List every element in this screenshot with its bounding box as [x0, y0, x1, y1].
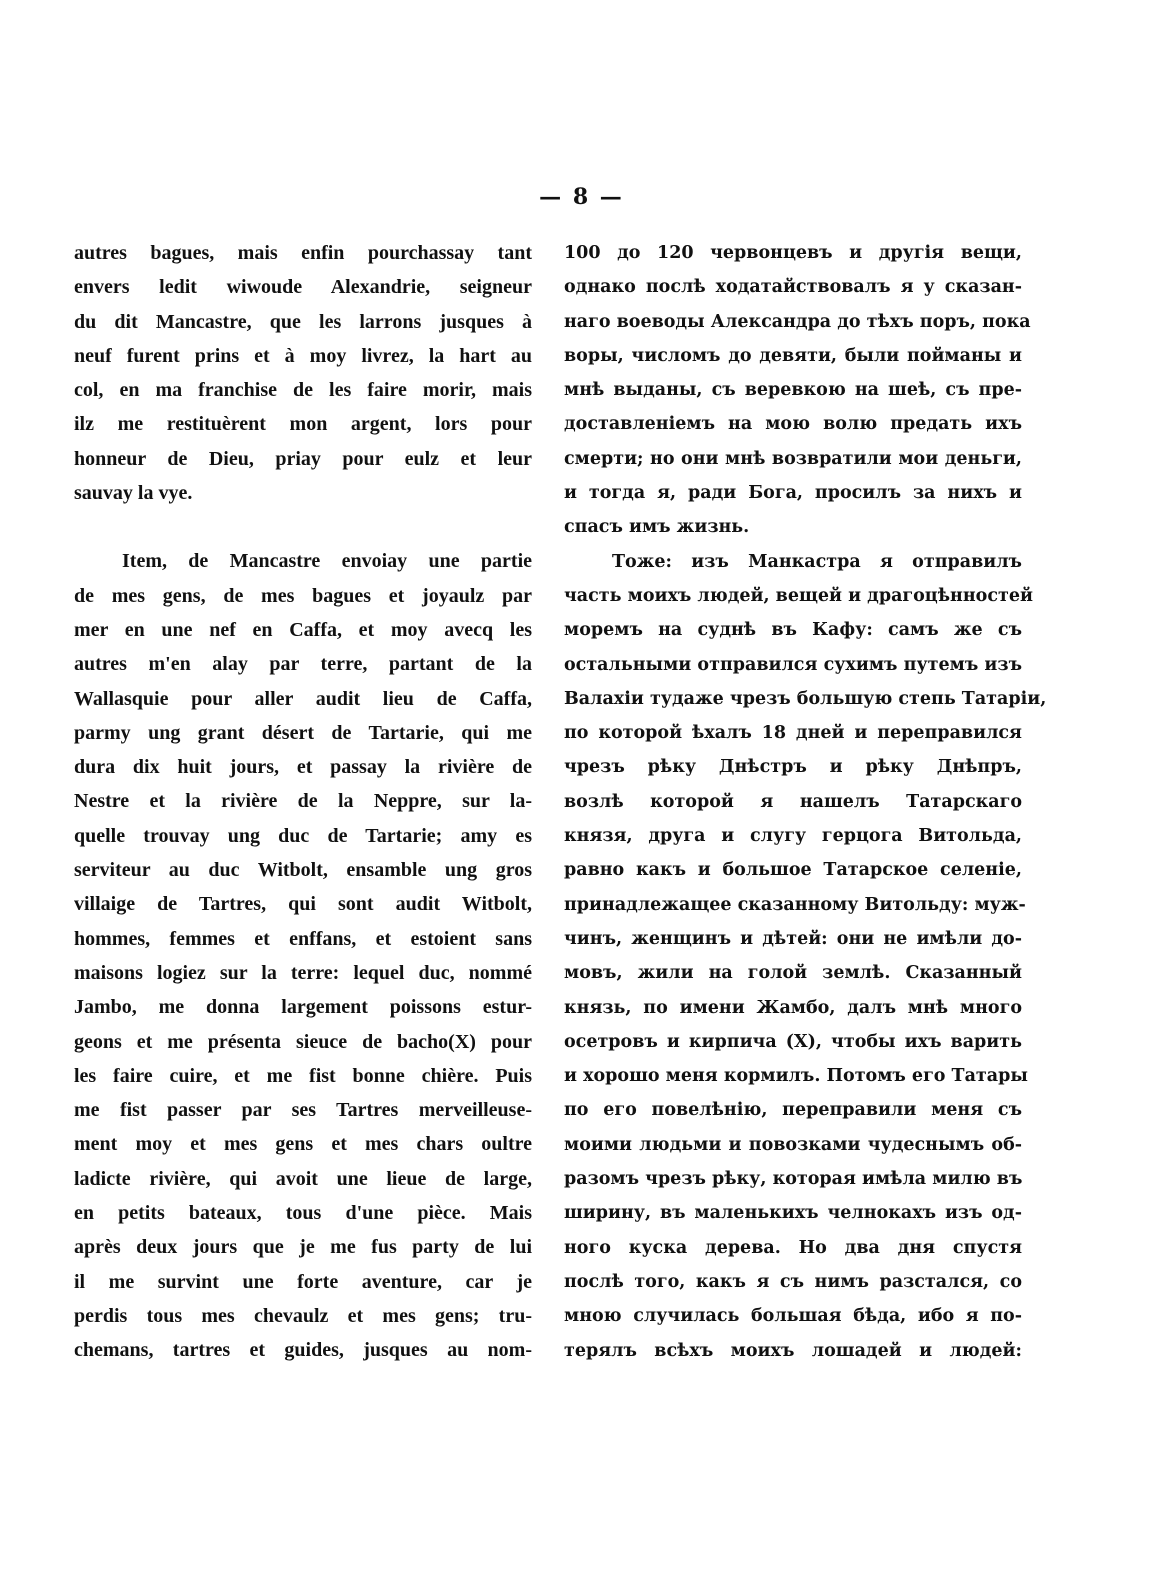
text-line: du dit Mancastre, que les larrons jusques à	[74, 310, 532, 333]
text-line: col, en ma franchise de les faire morir, mais	[74, 379, 532, 402]
text-line: послѣ того, какъ я съ нимъ разстался, со	[564, 1271, 1022, 1292]
text-line: ladicte rivière, qui avoit une lieue de large,	[74, 1167, 532, 1190]
text-line: по которой ѣхалъ 18 дней и переправился	[564, 723, 1022, 744]
text-line: les faire cuire, et me fist bonne chière. Puis	[74, 1064, 532, 1087]
text-line: autres bagues, mais enfin pourchassay tant	[74, 242, 532, 264]
text-line: мовъ, жили на голой землѣ. Сказанный	[564, 963, 1022, 984]
text-line: Wallasquie pour aller audit lieu de Caffa,	[74, 687, 532, 710]
text-line: Jambo, me donna largement poissons estur-	[74, 996, 532, 1019]
text-line: наго воеводы Александра до тѣхъ поръ, пока	[564, 311, 1031, 332]
text-line: envers ledit wiwoude Alexandrie, seigneur	[74, 276, 532, 299]
text-line: 100 до 120 червонцевъ и другія вещи,	[564, 243, 1022, 263]
paragraph-gap	[74, 510, 532, 544]
text-line: Nestre et la rivière de la Neppre, sur la-	[74, 790, 532, 813]
text-line: quelle trouvay ung duc de Tartarie; amy es	[74, 824, 532, 847]
text-line: смерти; но они мнѣ возвратили мои деньги,	[564, 448, 1022, 469]
text-line: и тогда я, ради Бога, просилъ за нихъ и	[564, 483, 1022, 504]
text-line: autres m'en alay par terre, partant de la	[74, 653, 532, 676]
text-line: dura dix huit jours, et passay la rivière de	[74, 756, 532, 779]
text-line: Тоже: изъ Манкастра я отправилъ	[612, 551, 1022, 572]
text-line: равно какъ и большое Татарское селеніе,	[564, 860, 1022, 881]
text-line: ширину, въ маленькихъ челнокахъ изъ од-	[564, 1203, 1022, 1224]
text-line: parmy ung grant désert de Tartarie, qui me	[74, 721, 532, 744]
text-line: neuf furent prins et à moy livrez, la hart au	[74, 344, 532, 367]
text-line: en petits bateaux, tous d'une pièce. Mais	[74, 1202, 532, 1225]
text-line: чрезъ рѣку Днѣстръ и рѣку Днѣпръ,	[564, 757, 1022, 778]
text-line: chemans, tartres et guides, jusques au nom-	[74, 1339, 532, 1362]
text-line: Item, de Mancastre envoiay une partie	[122, 550, 532, 573]
text-line: mer en une nef en Caffa, et moy avecq les	[74, 618, 532, 641]
text-line: ment moy et mes gens et mes chars oultre	[74, 1133, 532, 1156]
text-line: me fist passer par ses Tartres merveilleuse-	[74, 1099, 532, 1122]
text-line: Валахіи тудаже чрезъ большую степь Татаріи,	[564, 688, 1047, 709]
text-line: maisons logiez sur la terre: lequel duc, nommé	[74, 961, 532, 984]
text-line: воры, числомъ до девяти, были пойманы и	[564, 345, 1022, 366]
text-line: однако послѣ ходатайствовалъ я у сказан-	[564, 277, 1022, 298]
text-line: чинъ, женщинъ и дѣтей: они не имѣли до-	[564, 928, 1022, 949]
text-line: sauvay la vye.	[74, 482, 193, 505]
text-line: après deux jours que je me fus party de lui	[74, 1236, 532, 1259]
text-line: доставленіемъ на мою волю предать ихъ	[564, 414, 1022, 435]
text-line: и хорошо меня кормилъ. Потомъ его Татары	[564, 1066, 1028, 1087]
left-column-french-text	[74, 236, 532, 1368]
text-line: князь, по имени Жамбо, далъ мнѣ много	[564, 997, 1022, 1018]
text-line: мною случилась большая бѣда, ибо я по-	[564, 1306, 1022, 1327]
text-line: принадлежащее сказанному Витольду: муж-	[564, 894, 1026, 915]
text-line: моремъ на суднѣ въ Кафу: самъ же съ	[564, 620, 1022, 641]
text-line: perdis tous mes chevaulz et mes gens; tru-	[74, 1304, 532, 1327]
text-line: остальными отправился сухимъ путемъ изъ	[564, 654, 1022, 675]
right-column-russian-text	[564, 236, 1047, 1368]
text-line: villaige de Tartres, qui sont audit Witbolt,	[74, 893, 532, 916]
text-line: serviteur au duc Witbolt, ensamble ung gros	[74, 859, 532, 882]
text-line: по его повелѣнію, переправили меня съ	[564, 1100, 1022, 1121]
text-line: de mes gens, de mes bagues et joyaulz par	[74, 584, 532, 607]
text-line: мнѣ выданы, съ веревкою на шеѣ, съ пре-	[564, 380, 1022, 401]
text-line: hommes, femmes et enffans, et estoient sans	[74, 927, 532, 950]
text-line: geons et me présenta sieuce de bacho(X) pour	[74, 1030, 532, 1053]
text-line: возлѣ которой я нашелъ Татарскаго	[564, 791, 1022, 812]
text-line: ilz me restituèrent mon argent, lors pour	[74, 413, 532, 436]
text-line: осетровъ и кирпича (X), чтобы ихъ варить	[564, 1031, 1022, 1052]
text-line: моими людьми и повозками чудеснымъ об-	[564, 1134, 1022, 1155]
text-line: honneur de Dieu, priay pour eulz et leur	[74, 447, 532, 470]
text-line: il me survint une forte aventure, car je	[74, 1270, 532, 1293]
text-line: терялъ всѣхъ моихъ лошадей и людей:	[564, 1340, 1022, 1361]
text-line: ного куска дерева. Но два дня спустя	[564, 1237, 1022, 1258]
text-line: часть моихъ людей, вещей и драгоцѣнностей	[564, 585, 1033, 606]
text-line: разомъ чрезъ рѣку, которая имѣла милю въ	[564, 1169, 1023, 1190]
page-number: — 8 —	[539, 184, 624, 210]
text-line: князя, друга и слугу герцога Витольда,	[564, 826, 1022, 847]
text-line: спасъ имъ жизнь.	[564, 517, 750, 538]
